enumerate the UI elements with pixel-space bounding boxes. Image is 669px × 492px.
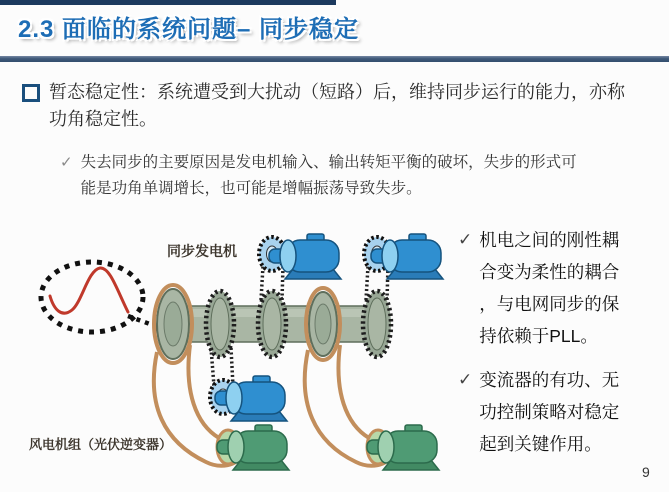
dashed-ellipse-icon — [41, 262, 143, 332]
check-icon: ✓ — [458, 230, 473, 249]
check-icon: ✓ — [60, 154, 73, 171]
bullet-sub-text: 失去同步的主要原因是发电机输入、输出转矩平衡的破坏，失步的形式可能是功角单调增长，也可能是增幅振荡导致失步。 — [80, 154, 577, 197]
label-wind-pv-unit: 风电机组（光伏逆变器） — [29, 437, 173, 452]
gear — [258, 291, 286, 357]
bullet-main-text: 暂态稳定性：系统遭受到大扰动（短路）后，维持同步运行的能力，亦称功角稳定性。 — [49, 82, 625, 129]
sine-wave-icon — [50, 268, 128, 313]
bullet-coupling-text: 机电之间的刚性耦合变为柔性的耦合，与电网同步的保持依赖于PLL。 — [479, 230, 620, 346]
label-sync-generator: 同步发电机 — [167, 243, 237, 259]
page-title: 2.3 面临的系统问题– 同步稳定 — [18, 16, 360, 43]
check-icon: ✓ — [458, 370, 473, 389]
bullet-converter-text: 变流器的有功、无功控制策略对稳定起到关键作用。 — [479, 370, 620, 454]
gear — [206, 291, 234, 357]
shaft-disc — [309, 292, 337, 356]
shaft-disc — [157, 289, 189, 359]
gear — [363, 291, 391, 357]
page-number: 9 — [642, 464, 650, 480]
